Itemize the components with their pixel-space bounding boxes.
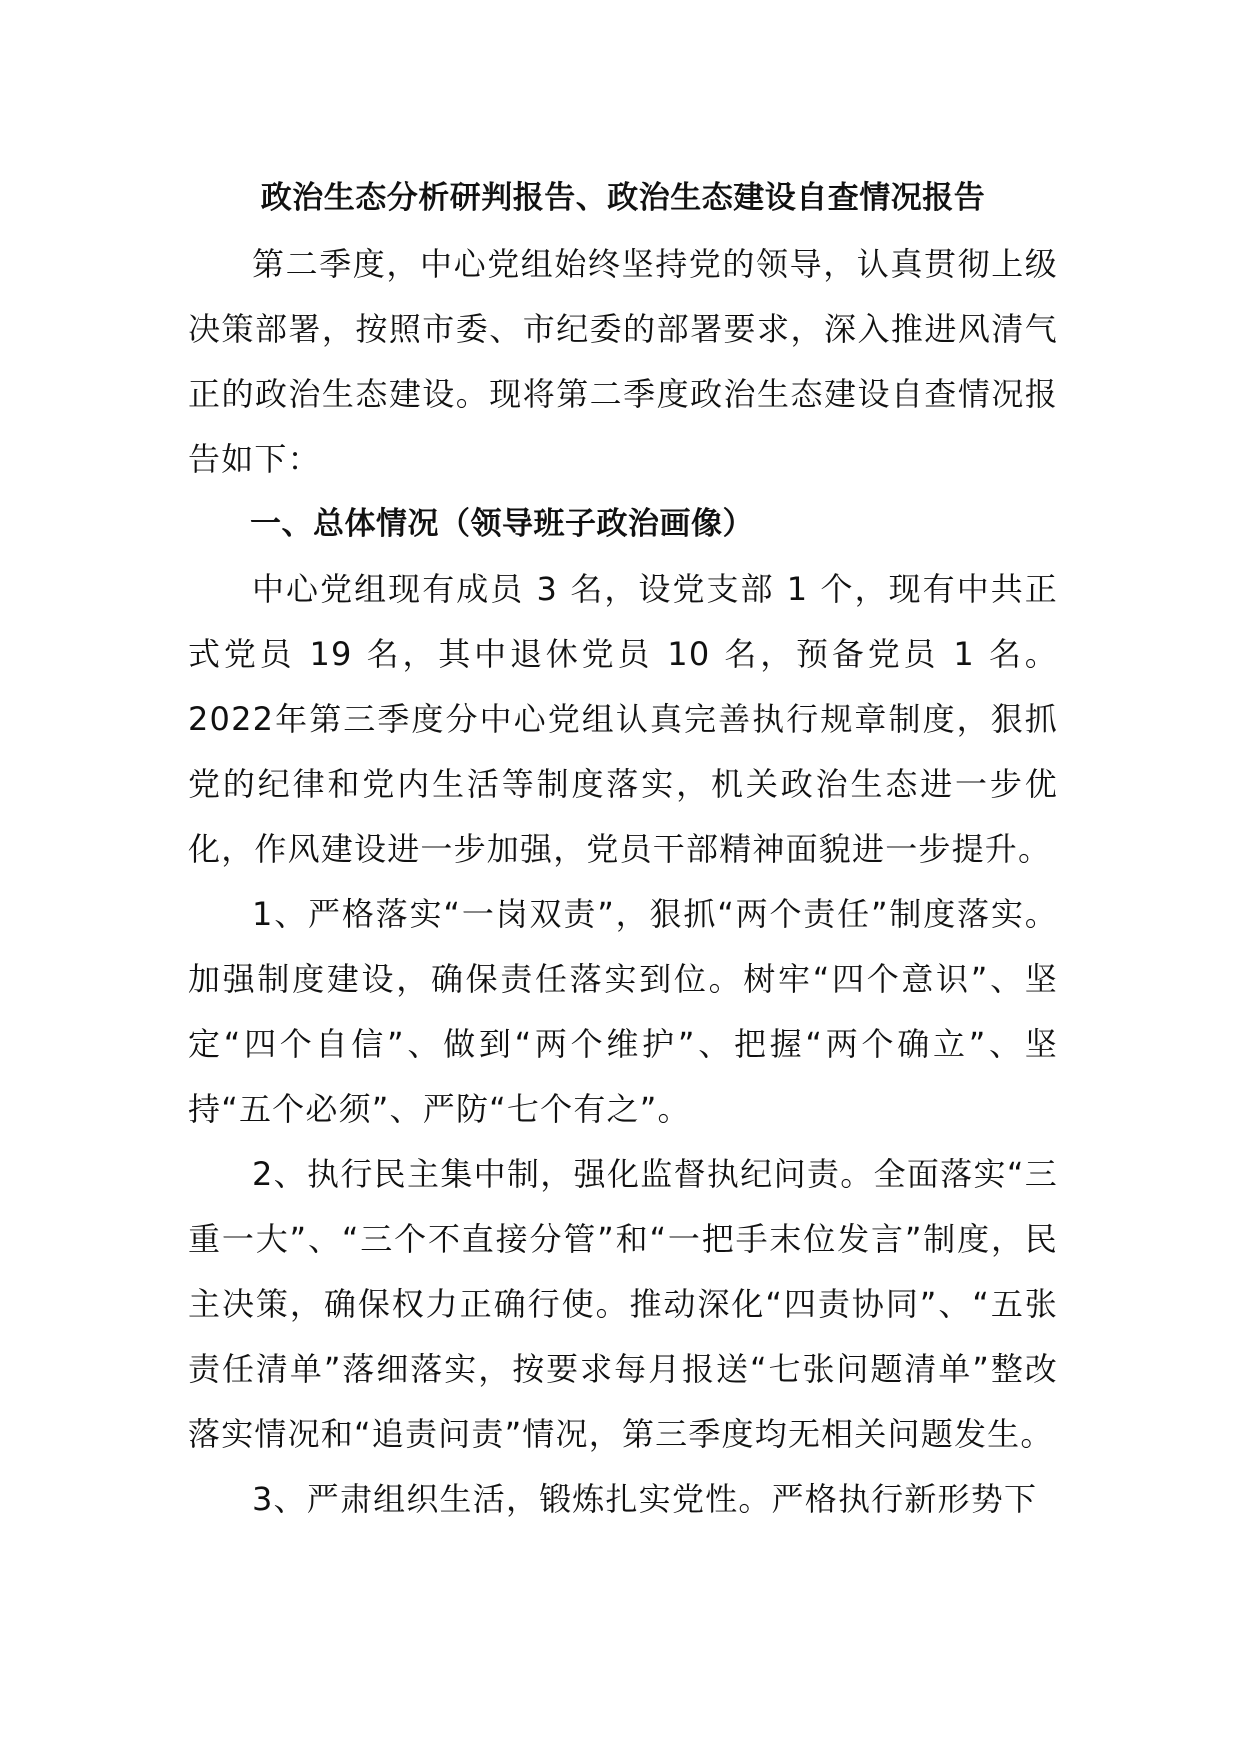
item-1-paragraph: 1、严格落实“一岗双责”，狠抓“两个责任”制度落实。加强制度建设，确保责任落实到位。树牢“四个意识”、坚定“四个自信”、做到“两个维护”、把握“两个确立”、坚持“五个必须”、严防“七个有之”。: [188, 895, 1058, 1128]
document-page: [188, 172, 1058, 1532]
item-3-paragraph: 3、严肃组织生活，锻炼扎实党性。严格执行新形势下: [252, 1480, 1038, 1518]
overall-paragraph: 中心党组现有成员 3 名，设党支部 1 个，现有中共正式党员 19 名，其中退休党员 10 名，预备党员 1 名。2022年第三季度分中心党组认真完善执行规章制度，狠抓党的纪律和党内生活等制度落实，机关政治生态进一步优化，作风建设进一步加强，党员干部精神面貌进一步提升。: [188, 570, 1058, 868]
section-heading-overall: 一、总体情况（领导班子政治画像）: [250, 506, 754, 542]
intro-paragraph: 第二季度，中心党组始终坚持党的领导，认真贯彻上级决策部署，按照市委、市纪委的部署要求，深入推进风清气正的政治生态建设。现将第二季度政治生态建设自查情况报告如下：: [188, 245, 1058, 478]
item-2-paragraph: 2、执行民主集中制，强化监督执纪问责。全面落实“三重一大”、“三个不直接分管”和“一把手末位发言”制度，民主决策，确保权力正确行使。推动深化“四责协同”、“五张责任清单”落细落实，按要求每月报送“七张问题清单”整改落实情况和“追责问责”情况，第三季度均无相关问题发生。: [188, 1155, 1058, 1453]
document-title: 政治生态分析研判报告、政治生态建设自查情况报告: [260, 180, 986, 216]
